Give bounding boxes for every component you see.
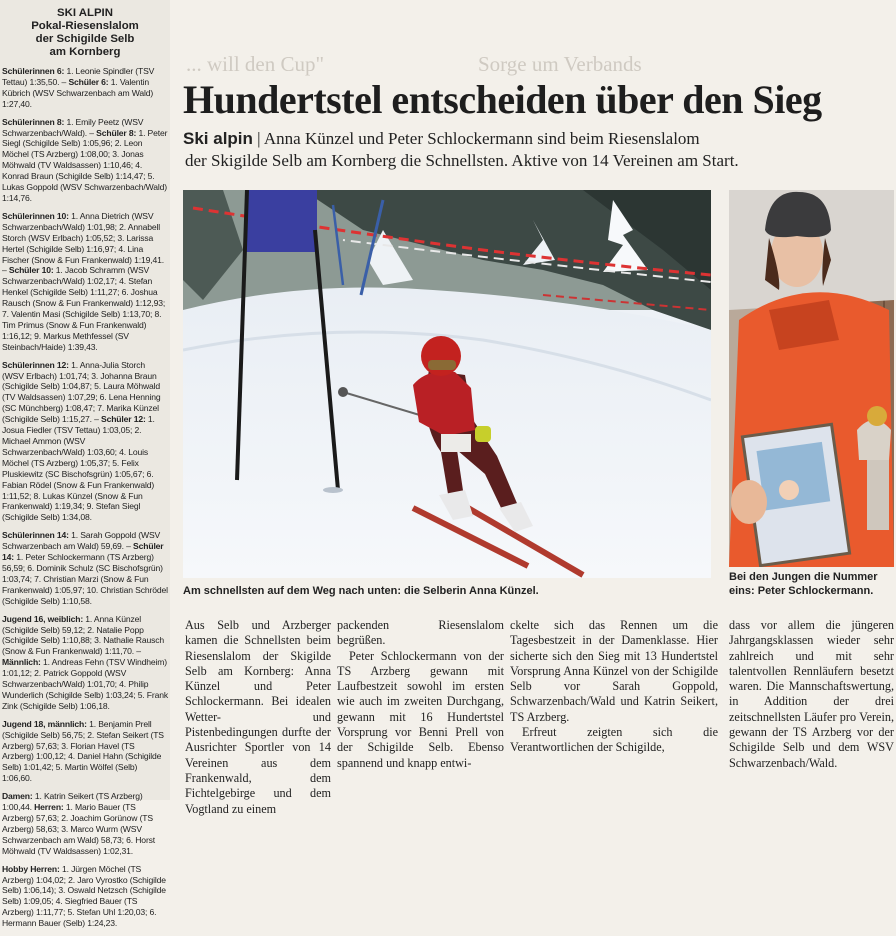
body-paragraph: Erfreut zeigten sich die Verantwortlichen der Schigilde, [510,725,718,755]
result-block: Hobby Herren: 1. Jürgen Möchel (TS Arzberg) 1:04,02; 2. Jaro Vyrostko (Schigilde Selb) 1:06,14); 3. Oswald Netzsch (Schigilde Selb) 1:09,05; 4. Siegfried Bauer (TS Arzberg) 1:11,77; 5. Stefan Uhl 1:20,03; 6. Hermann Bauer (Selb) 1:24,23. [2,863,166,929]
result-block: Schülerinnen 14: 1. Sarah Goppold (WSV Schwarzenbach am Wald) 59,69. – Schüler 14: 1. Peter Schlockermann (TS Arzberg) 56,59; 6. Dominik Schulz (SC Bischofsgrün) 1:03,74; 7. Christian Marzi (Snow & Fun Frankenwald) 1:05,97; 10. Christian Schrödel (Schigilde Selb) 1:10,58. [2,530,168,606]
result-block: Schülerinnen 8: 1. Emily Peetz (WSV Schwarzenbach/Wald). – Schüler 8: 1. Peter Siegl (Schigilde Selb) 1:05,96; 2. Leon Möchel (TS Arzberg) 1:08,00; 3. Jonas Möhwald (TV Waldsassen) 1:10,46; 4. Konrad Braun (Schigilde Selb) 1:14,47; 5. Lukas Goppold (WSV Schwarzenbach/Wald) 1:14,76. [2,116,168,203]
subhead-line: der Skigilde Selb am Kornberg die Schnellsten. Aktive von 14 Vereinen am Start. [185,151,739,170]
sidebar-heading-line: Pokal-Riesenslalom [31,20,139,32]
body-paragraph: Aus Selb und Arzberger kamen die Schnellsten beim Riesenslalom der Skigilde Selb am Kornberg: Anna Künzel und Peter Schlockermann. Bei idealen Wetter- und Pistenbedingungen durfte der Ausrichter Sportler von 14 Vereinen aus dem Frankenwald, dem Fichtelgebirge und dem Vogtland zu einem [185,618,331,816]
result-block: Schülerinnen 12: 1. Anna-Julia Storch (WSV Erlbach) 1:01,74; 3. Johanna Braun (Schigilde Selb) 1:04,87; 5. Laura Möhwald (TV Waldsassen) 1:07,29; 6. Lena Henning (SC Münchberg) 1:08,47; 7. Marika Künzel (Schigilde Selb) 1:15,27. – Schüler 12: 1. Josua Fiedler (TSV Tettau) 1:03,05; 2. Michael Ammon (WSV Schwarzenbach/Wald) 1:03,60; 4. Louis Möchel (TS Arzberg) 1:05,37; 5. Felix Pluskiewitz (SC Bischofsgrün) 1:05,67; 6. Fabian Rödel (Snow & Fun Frankenwald) 1:11,52; 8. Lukas Künzel (Snow & Fun Frankenwald) 1:19,34; 9. Stefan Siegl (Schigilde Selb) 1:34,08. [2,359,161,523]
sidebar-heading [0,0,170,59]
skier-photo [183,190,711,578]
results-list [2,66,168,936]
body-paragraph: dass vor allem die jüngeren Jahrgangsklassen wieder sehr zahlreich und mit sehr talentvollen Rennläufern besetzt waren. Die Mannschaftswertung, in Addition der drei zeitschnellsten Läufer pro Verein, gewann der TS Arzberg vor der Schigilde Selb und dem WSV Schwarzenbach/Wald. [729,618,894,770]
main-photo-caption: Am schnellsten auf dem Weg nach unten: die Selberin Anna Künzel. [183,585,539,597]
bleed-fragment: Sorge um Verbands [478,52,642,76]
subheadline [183,128,893,172]
subhead-line: Anna Künzel und Peter Schlockermann sind beim Riesenslalom [263,129,700,148]
kicker-separator: | [252,129,264,148]
bleed-through-text [178,52,894,78]
portrait-photo [729,190,894,567]
result-block: Schülerinnen 10: 1. Anna Dietrich (WSV Schwarzenbach/Wald) 1:01,98; 2. Annabell Storch (WSV Erlbach) 1:05,52; 3. Larissa Hertel (Schigilde Selb) 1:16,97; 4. Lina Fischer (Snow & Fun Frankenwald) 1:19,41. – Schüler 10: 1. Jacob Schramm (WSV Schwarzenbach/Wald) 1:02,17; 4. Stefan Henkel (Schigilde Selb) 1:11,27; 6. Joshua Rausch (Snow & Fun Frankenwald) 1:12,93; 7. Valentin Masi (Schigilde Selb) 1:13,70; 8. Tim Primus (Snow & Fun Frankenwald) 1:16,12; 9. Markus Methfessel (SV Steinbach/Haide) 1:39,43. [2,210,166,352]
body-paragraph: Peter Schlockermann von der TS Arzberg gewann mit Laufbestzeit sowohl im ersten wie auch im zweiten Durchgang, gewann mit 16 Hundertstel Vorsprung vor Benni Prell von der Schigilde Selb. Ebenso spannend und knapp entwi- [337,648,504,770]
body-column [729,618,894,771]
headline: Hundertstel entscheiden über den Sieg [183,77,822,122]
sidebar-heading-line: der Schigilde Selb [35,33,135,45]
result-block: Jugend 16, weiblich: 1. Anna Künzel (Schigilde Selb) 59,12; 2. Natalie Popp (Schigilde Selb) 1:10,88; 3. Nathalie Rausch (Snow & Fun Frankenwald) 1:11,70. – Männlich: 1. Andreas Fehn (TSV Windheim) 1:01,12; 2. Patrick Goppold (WSV Schwarzenbach/Wald) 1:01,70; 4. Philip Wunderlich (Schigilde Selb) 1:03,24; 5. Frank Zink (Schigilde Selb) 1:06,18. [2,613,169,711]
body-paragraph: packenden Riesenslalom begrüßen. [337,618,504,648]
kicker: Ski alpin [183,129,253,148]
sidebar-heading-line: am Kornberg [49,46,121,58]
side-photo-caption: Bei den Jungen die Nummer eins: Peter Schlockermann. [729,571,878,597]
body-column [510,618,718,756]
result-block: Schülerinnen 6: 1. Leonie Spindler (TSV Tettau) 1:35,50. – Schüler 6: 1. Valentin Kübrich (WSV Schwarzenbach am Wald) 1:27,40. [2,66,155,109]
bleed-fragment: ... will den Cup" [186,52,325,76]
result-block: Damen: 1. Katrin Seikert (TS Arzberg) 1:00,44. Herren: 1. Mario Bauer (TS Arzberg) 57,63; 2. Joachim Gorünow (TS Arzberg) 58,63; 3. Marco Wurm (WSV Schwarzenbach am Wald) 58,73; 6. Horst Möhwald (TV Waldsassen) 1:02,31. [2,791,156,856]
results-sidebar [0,0,170,929]
body-column [185,618,331,817]
body-paragraph: ckelte sich das Rennen um die Tagesbestzeit in der Damenklasse. Hier sicherte sich den Sieg mit 13 Hundertstel Vorsprung Anna Künzel von der Schigilde Selb vor Sarah Goppold, Schwarzenbach/Wald und Katrin Seikert, TS Arzberg. [510,618,718,724]
result-block: Jugend 18, männlich: 1. Benjamin Prell (Schigilde Selb) 56,75; 2. Stefan Seikert (TS Arzberg) 57,63; 3. Florian Havel (TS Arzberg) 1:00,12; 4. Daniel Hahn (Schigilde Selb) 1:01,42; 5. Martin Wölfel (Selb) 1:06,60. [2,718,164,784]
body-column [337,618,504,771]
sidebar-heading-line: SKI ALPIN [57,7,113,19]
